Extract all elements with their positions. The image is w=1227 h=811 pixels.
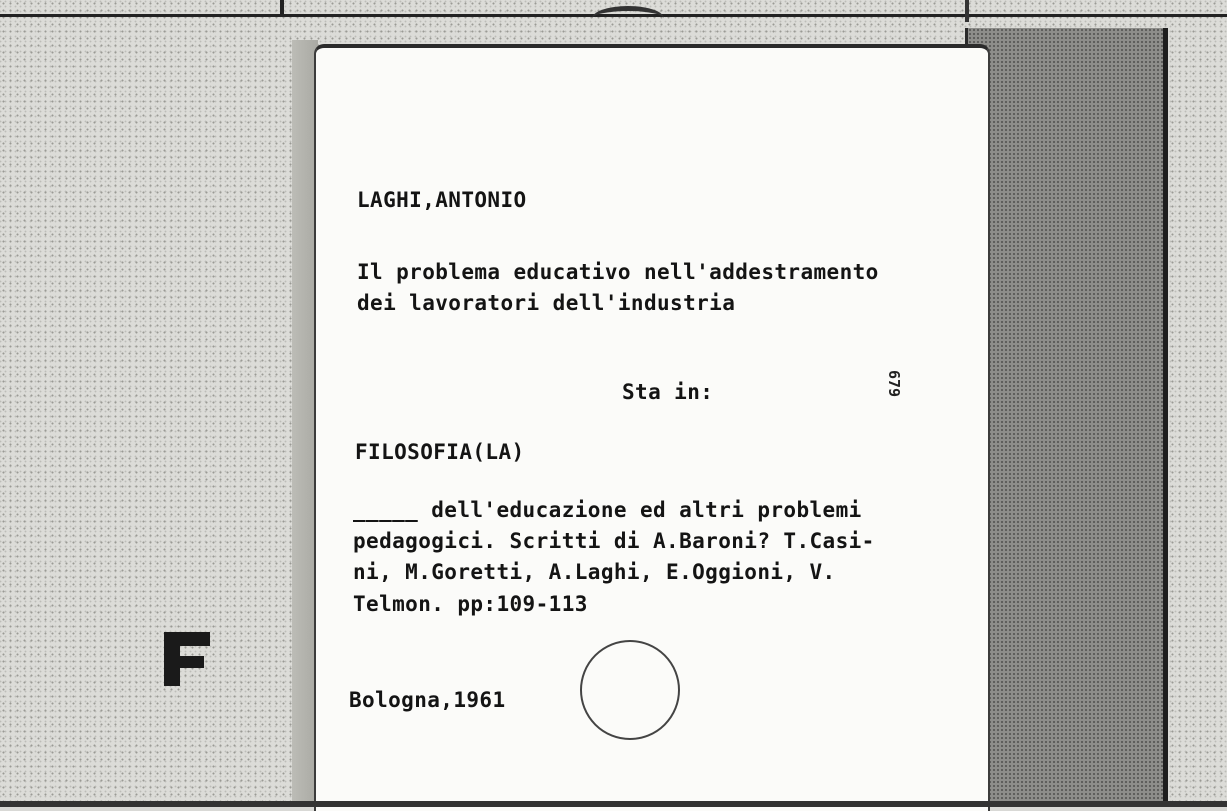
adjacent-card-edge <box>965 28 1168 807</box>
side-letter-f-icon <box>160 628 212 690</box>
card-description-line-3: ni, M.Goretti, A.Laghi, E.Oggioni, V. <box>353 560 836 584</box>
card-margin-code: 679 <box>885 370 903 398</box>
top-edge-tick-right <box>965 0 969 22</box>
card-series-title: FILOSOFIA(LA) <box>355 440 525 464</box>
card-title-line-2: dei lavoratori dell'industria <box>357 291 736 315</box>
card-title-line-1: Il problema educativo nell'addestramento <box>357 260 879 284</box>
card-description-line-2: pedagogici. Scritti di A.Baroni? T.Casi- <box>353 529 875 553</box>
card-description-line-1: _____ dell'educazione ed altri problemi <box>353 498 862 522</box>
card-sta-in: Sta in: <box>622 380 714 404</box>
card-author: LAGHI,ANTONIO <box>357 188 527 212</box>
card-tab-arc <box>592 6 664 31</box>
top-edge-tick <box>280 0 284 16</box>
stamp-circle <box>580 640 680 740</box>
card-imprint: Bologna,1961 <box>349 688 506 712</box>
card-description-line-4: Telmon. pp:109-113 <box>353 592 588 616</box>
bottom-edge-line <box>0 801 1227 807</box>
